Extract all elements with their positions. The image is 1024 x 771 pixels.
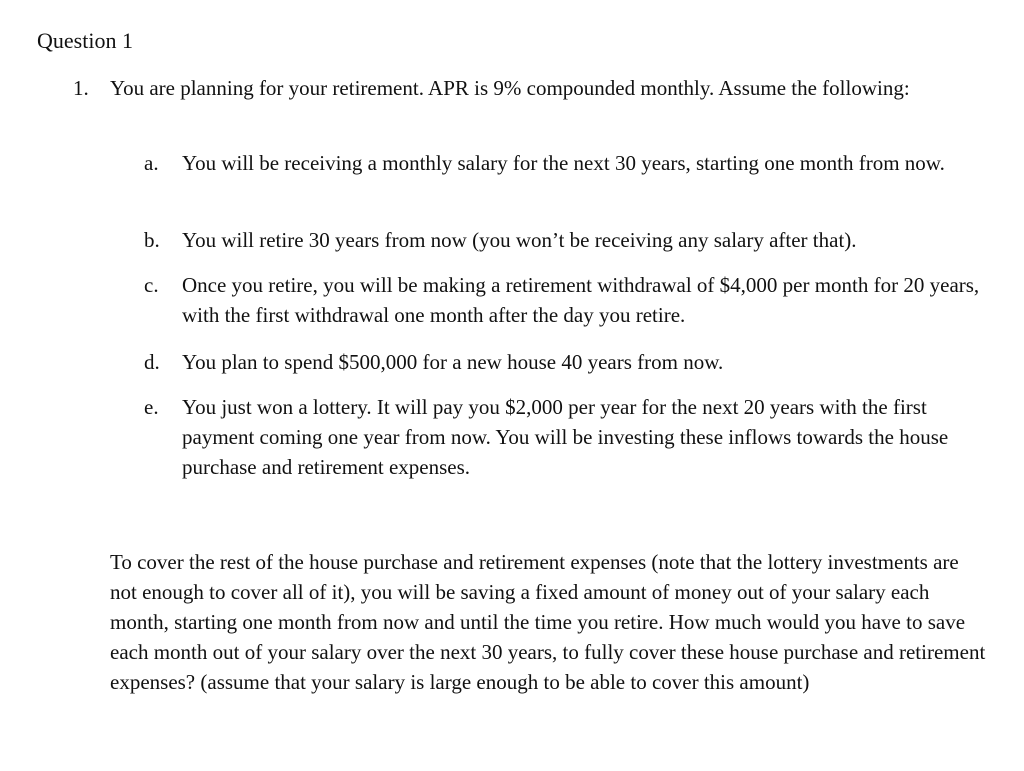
list-item-text: Once you retire, you will be making a retirement withdrawal of $4,000 per month for 20 years, with the first withdrawal one month after the day you retire. [182,273,980,327]
question-heading: Question 1 [37,28,133,53]
question-number: 1. [73,76,89,100]
question-intro: You are planning for your retirement. APR is 9% compounded monthly. Assume the following: [110,76,910,100]
closing-paragraph: To cover the rest of the house purchase and retirement expenses (note that the lottery investments are not enough to cover all of it), you will be saving a fixed amount of money out of your salary each month, starting one month from now and until the time you retire. How much would you have to save each month out of your salary over the next 30 years, to fully cover these house purchase and retirement expenses? (assume that your salary is large enough to be able to cover this amount) [110,550,986,694]
list-item-letter: d. [144,350,160,374]
list-item-letter: b. [144,228,160,252]
list-item-text: You will be receiving a monthly salary for the next 30 years, starting one month from now. [182,151,945,175]
list-item-text: You just won a lottery. It will pay you $2,000 per year for the next 20 years with the first payment coming one year from now. You will be investing these inflows towards the house purchase and retirement expenses. [182,395,949,479]
list-item-text: You plan to spend $500,000 for a new house 40 years from now. [182,350,724,374]
list-item-letter: c. [144,273,159,297]
list-item-letter: a. [144,151,159,175]
list-item-letter: e. [144,395,159,419]
list-item-text: You will retire 30 years from now (you won’t be receiving any salary after that). [182,228,857,252]
